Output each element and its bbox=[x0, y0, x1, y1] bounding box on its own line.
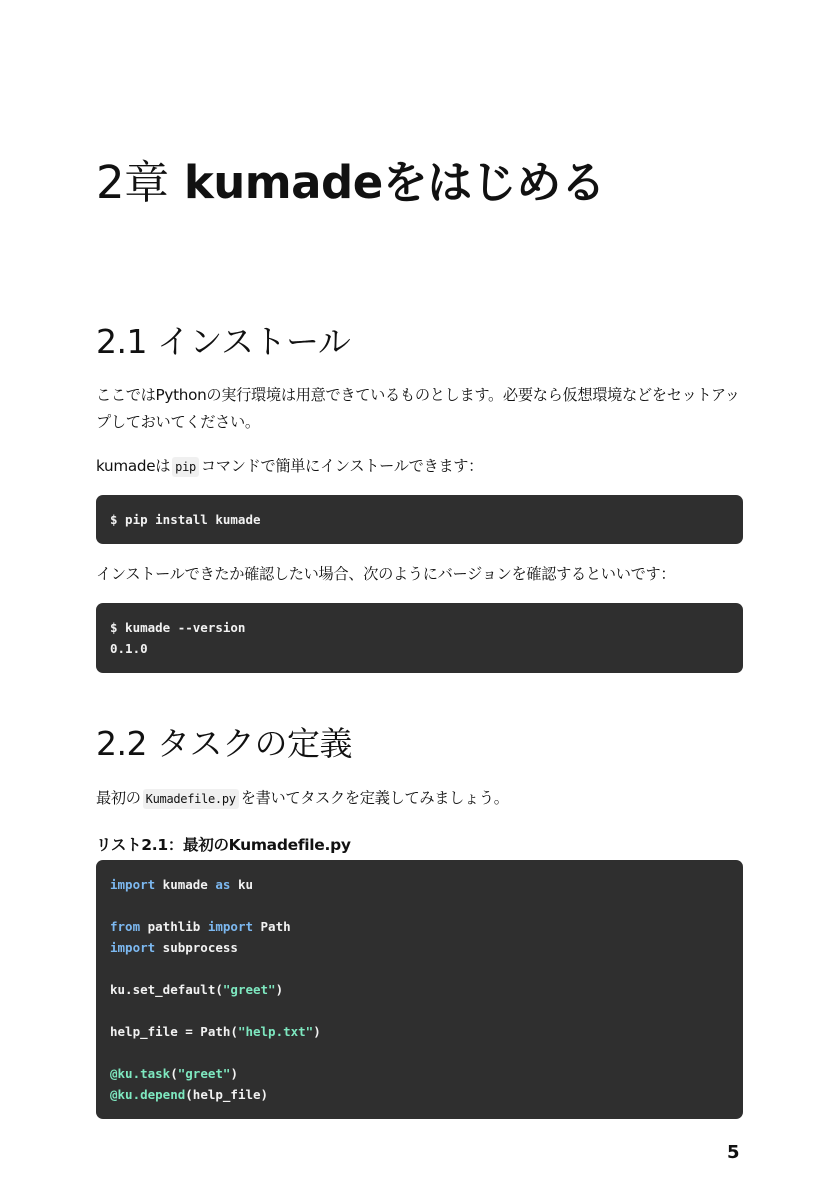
kumadefile-listing bbox=[96, 860, 743, 1119]
section-heading-task-definition: 2.2 タスクの定義 bbox=[96, 724, 352, 763]
pip-text-before: kumadeは bbox=[96, 457, 171, 475]
chapter-number: 2章 bbox=[96, 156, 169, 209]
code-line-blank bbox=[110, 895, 729, 916]
code-line-blank bbox=[110, 958, 729, 979]
code-line-blank bbox=[110, 1042, 729, 1063]
code-line-blank bbox=[110, 1000, 729, 1021]
install-intro-paragraph: ここではPythonの実行環境は用意できているものとします。必要なら仮想環境などをセットアップしておいてください。 bbox=[96, 386, 740, 431]
chapter-name: kumadeをはじめる bbox=[183, 156, 606, 209]
code-line: import kumade as ku bbox=[110, 877, 254, 892]
pip-inline-code: pip bbox=[172, 457, 199, 477]
section-heading-install: 2.1 インストール bbox=[96, 322, 351, 361]
code-line: 0.1.0 bbox=[110, 641, 148, 656]
code-line: $ pip install kumade bbox=[110, 512, 261, 527]
task-text-after: を書いてタスクを定義してみましょう。 bbox=[240, 789, 509, 807]
version-check-paragraph: インストールできたか確認したい場合、次のようにバージョンを確認するといいです： bbox=[96, 565, 676, 583]
code-line: $ kumade --version bbox=[110, 620, 246, 635]
task-intro-paragraph bbox=[96, 785, 743, 813]
task-text-before: 最初の bbox=[96, 789, 141, 807]
pip-paragraph bbox=[96, 453, 743, 481]
code-line: from pathlib import Path bbox=[110, 919, 291, 934]
code-line: @ku.depend(help_file) bbox=[110, 1087, 269, 1102]
install-code-block bbox=[96, 495, 743, 544]
page-number: 5 bbox=[727, 1142, 740, 1163]
listing-caption: リスト2.1：最初のKumadefile.py bbox=[96, 836, 351, 854]
code-line: ku.set_default("greet") bbox=[110, 982, 284, 997]
chapter-title bbox=[96, 146, 605, 211]
pip-text-after: コマンドで簡単にインストールできます： bbox=[200, 457, 484, 475]
code-line: @ku.task("greet") bbox=[110, 1066, 238, 1081]
code-line: import subprocess bbox=[110, 940, 238, 955]
code-line: help_file = Path("help.txt") bbox=[110, 1024, 321, 1039]
kumadefile-inline-code: Kumadefile.py bbox=[143, 789, 239, 809]
version-code-block bbox=[96, 603, 743, 673]
